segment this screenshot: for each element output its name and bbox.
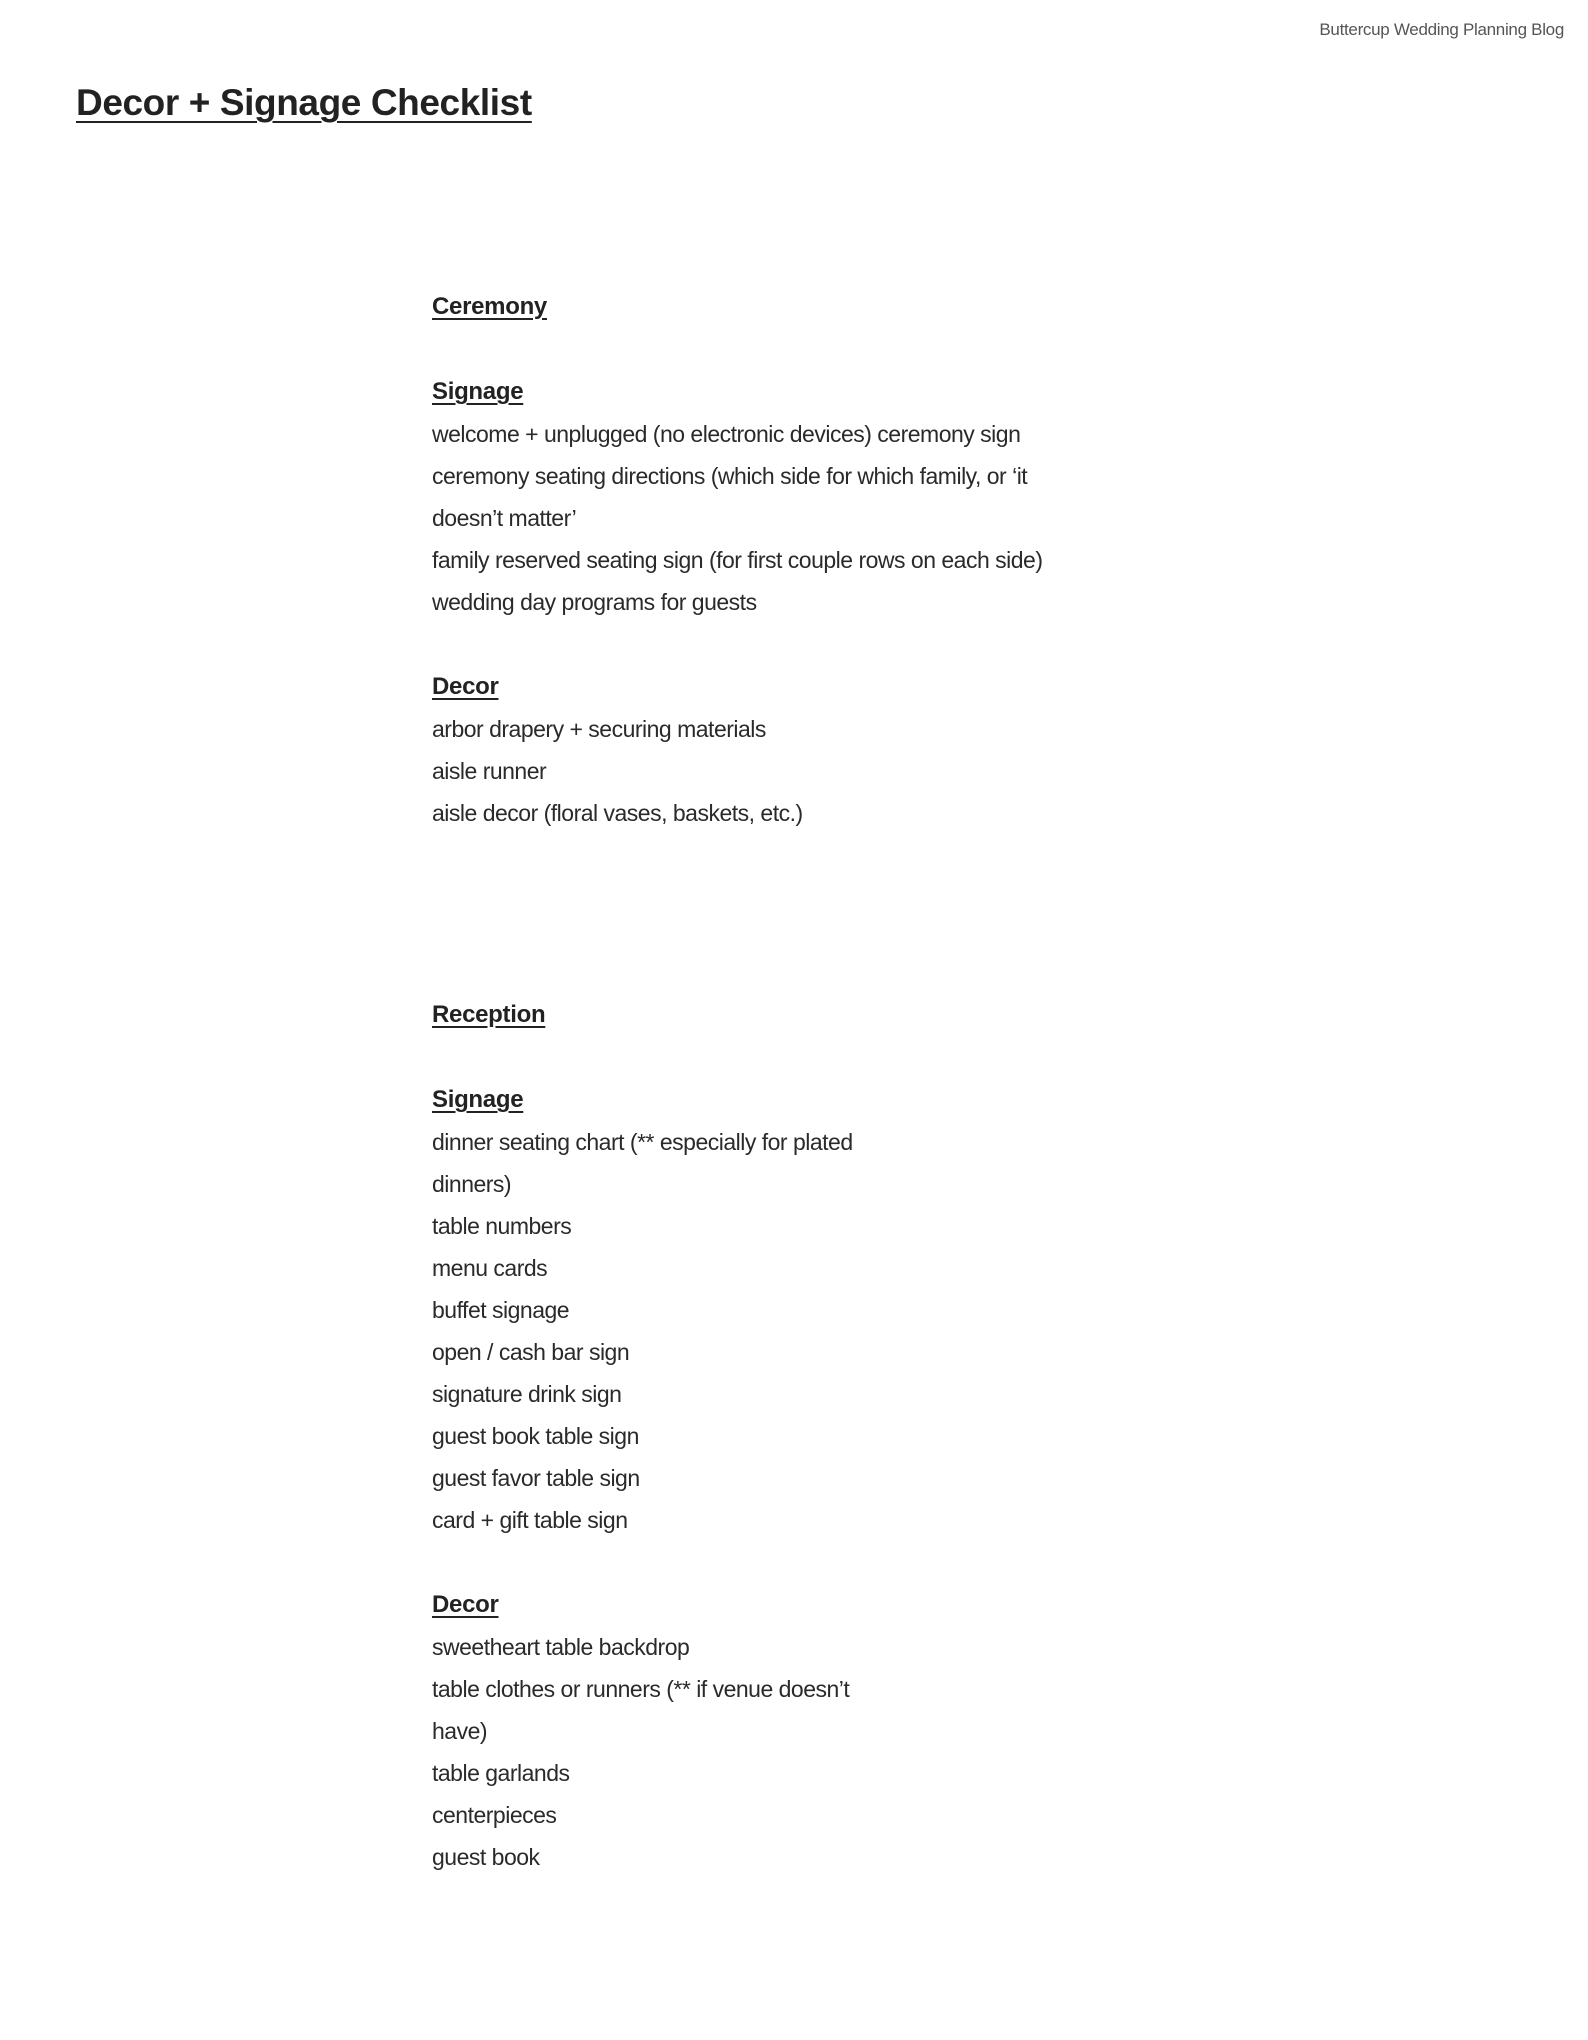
list-item: table garlands bbox=[432, 1760, 570, 1786]
list-item: have) bbox=[432, 1718, 488, 1744]
list-item: arbor drapery + securing materials bbox=[432, 716, 766, 742]
blog-name: Buttercup Wedding Planning Blog bbox=[1319, 20, 1564, 39]
subsection-heading-reception-signage: Signage bbox=[432, 1086, 524, 1113]
section-reception bbox=[432, 994, 1152, 1878]
list-item: doesn’t matter’ bbox=[432, 505, 577, 531]
ceremony-decor bbox=[432, 666, 1152, 834]
list-item: ceremony seating directions (which side for which family, or ‘it bbox=[432, 463, 1028, 489]
list-item: menu cards bbox=[432, 1255, 548, 1281]
list-item: centerpieces bbox=[432, 1802, 557, 1828]
page-title: Decor + Signage Checklist bbox=[76, 82, 532, 123]
section-heading-reception: Reception bbox=[432, 1001, 546, 1028]
list-item: wedding day programs for guests bbox=[432, 589, 757, 615]
reception-decor-list bbox=[432, 1626, 1152, 1878]
list-item: table clothes or runners (** if venue doesn’t bbox=[432, 1676, 850, 1702]
list-item: guest book table sign bbox=[432, 1423, 639, 1449]
list-item: table numbers bbox=[432, 1213, 572, 1239]
list-item: buffet signage bbox=[432, 1297, 570, 1323]
list-item: card + gift table sign bbox=[432, 1507, 628, 1533]
checklist-content bbox=[432, 286, 1152, 1878]
list-item: guest favor table sign bbox=[432, 1465, 640, 1491]
reception-signage-list bbox=[432, 1121, 1152, 1541]
list-item: signature drink sign bbox=[432, 1381, 622, 1407]
section-heading-ceremony: Ceremony bbox=[432, 293, 547, 320]
list-item: aisle runner bbox=[432, 758, 547, 784]
ceremony-decor-list bbox=[432, 708, 1152, 834]
list-item: sweetheart table backdrop bbox=[432, 1634, 690, 1660]
ceremony-signage-list bbox=[432, 413, 1152, 623]
subsection-heading-reception-decor: Decor bbox=[432, 1591, 499, 1618]
list-item: dinner seating chart (** especially for plated bbox=[432, 1129, 853, 1155]
subsection-heading-ceremony-signage: Signage bbox=[432, 378, 524, 405]
list-item: guest book bbox=[432, 1844, 540, 1870]
subsection-heading-ceremony-decor: Decor bbox=[432, 673, 499, 700]
list-item: welcome + unplugged (no electronic devices) ceremony sign bbox=[432, 421, 1021, 447]
reception-decor bbox=[432, 1584, 1152, 1878]
list-item: dinners) bbox=[432, 1171, 512, 1197]
section-ceremony bbox=[432, 286, 1152, 834]
list-item: family reserved seating sign (for first couple rows on each side) bbox=[432, 547, 1043, 573]
list-item: open / cash bar sign bbox=[432, 1339, 630, 1365]
list-item: aisle decor (floral vases, baskets, etc.) bbox=[432, 800, 803, 826]
reception-signage bbox=[432, 1079, 1152, 1541]
ceremony-signage bbox=[432, 371, 1152, 623]
